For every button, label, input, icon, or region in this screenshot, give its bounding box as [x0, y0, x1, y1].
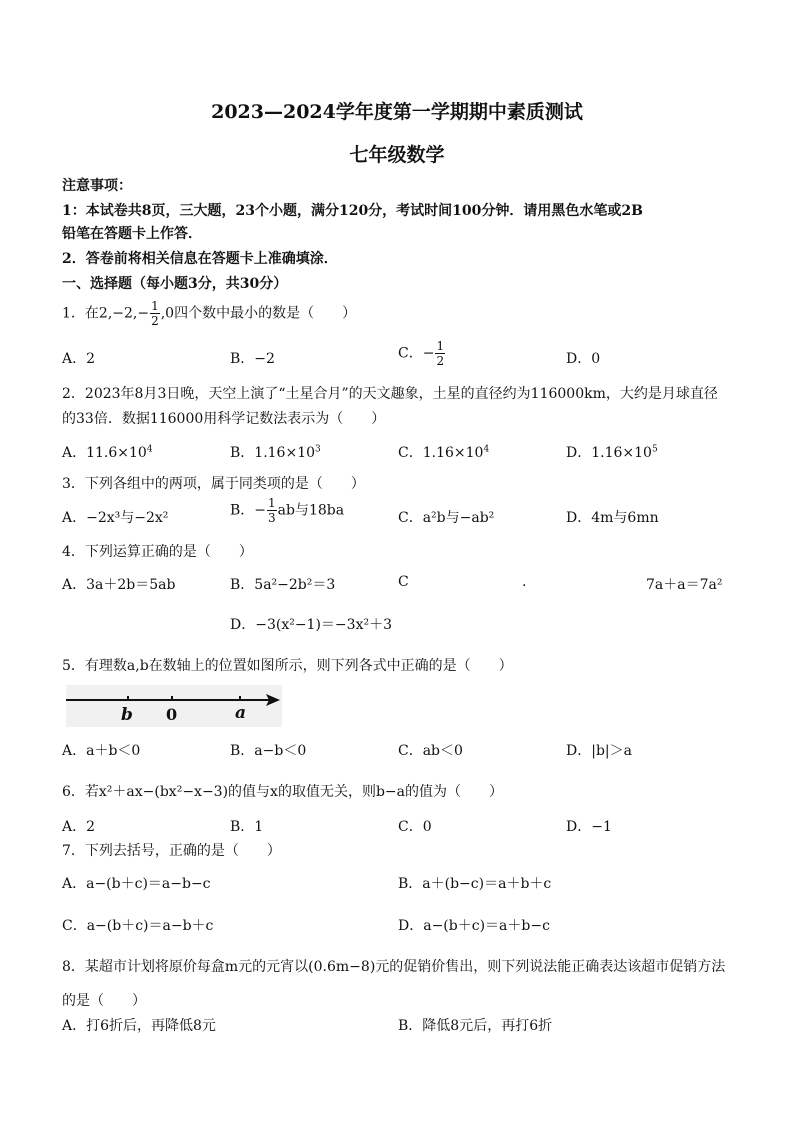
exam-subtitle: 七年级数学	[349, 144, 445, 166]
q3-option-b: B．− $\frac{1}{3}$ ab与18ba	[230, 496, 345, 525]
q8-option-b: B．降低8元后，再打6折	[398, 1018, 553, 1034]
q4-option-b: B．5a²−2b²＝3	[230, 577, 336, 593]
q7-option-c: C．a−(b＋c)＝a−b＋c	[62, 918, 214, 934]
q6-option-d: D．−1	[566, 819, 612, 835]
q3-option-d: D．4m与6mn	[566, 510, 659, 526]
question-8-line-2: 的是（ ）	[62, 993, 146, 1009]
q1-option-b: B．−2	[230, 351, 275, 367]
notice-line-1: 1：本试卷共8页，三大题，23个小题，满分120分，考试时间100分钟．请用黑色水笔或2B	[62, 203, 643, 219]
q4-option-c-letter: C	[398, 574, 409, 590]
q2-option-a: A．$11.6\times 10^4$	[62, 444, 153, 461]
q6-option-b: B．1	[230, 819, 264, 835]
question-2-line-1: 2．2023年8月3日晚，天空上演了“土星合月”的天文趣象，土星的直径约为116000km，大约是月球直径	[62, 386, 718, 402]
question-1-stem: 1．在2,−2,− $\frac{1}{2}$ ,0四个数中最小的数是（ ）	[62, 299, 357, 328]
question-6-stem: 6．若x²＋ax−(bx²−x−3)的值与x的取值无关，则b−a的值为（ ）	[62, 784, 503, 800]
number-line-figure	[66, 685, 282, 727]
axis-label-a: a	[235, 703, 247, 723]
question-4-stem: 4．下列运算正确的是（ ）	[62, 544, 253, 560]
q7-option-b: B．a＋(b−c)＝a＋b＋c	[398, 876, 552, 892]
q4-option-d: D．−3(x²−1)＝−3x²＋3	[230, 617, 392, 633]
q4-option-c-expr: 7a＋a＝7a²	[646, 577, 723, 593]
q7-option-d: D．a−(b＋c)＝a＋b−c	[398, 918, 550, 934]
q6-option-a: A．2	[62, 819, 96, 835]
q1-option-c: C．− $\frac{1}{2}$	[398, 339, 445, 368]
axis-label-0: 0	[166, 705, 178, 724]
exam-title: 2023—2024学年度第一学期期中素质测试	[211, 101, 583, 123]
q3-option-a: A．−2x³与−2x²	[62, 510, 169, 526]
question-7-stem: 7．下列去括号，正确的是（ ）	[62, 843, 281, 859]
fraction: $\frac{1}{2}$	[151, 299, 159, 328]
q4-option-a: A．3a＋2b＝5ab	[62, 577, 176, 593]
q2-option-c: C．$1.16\times 10^4$	[398, 444, 490, 461]
q3-option-c: C．a²b与−ab²	[398, 510, 495, 526]
question-8-line-1: 8．某超市计划将原价每盒m元的元宵以(0.6m−8)元的促销价售出，则下列说法能正确表达该超市促销方法	[62, 959, 726, 975]
notice-line-2: 2．答卷前将相关信息在答题卡上准确填涂．	[62, 251, 338, 267]
q1-option-a: A．2	[62, 351, 96, 367]
q7-option-a: A．a−(b＋c)＝a−b−c	[62, 876, 211, 892]
q6-option-c: C．0	[398, 819, 432, 835]
q5-option-b: B．a−b＜0	[230, 743, 307, 759]
q2-option-b: B．$1.16\times 10^3$	[230, 444, 321, 461]
q5-option-d: D．|b|＞a	[566, 743, 632, 759]
notice-heading: 注意事项：	[62, 178, 132, 194]
q1-option-d: D．0	[566, 351, 601, 367]
question-5-stem: 5．有理数a,b在数轴上的位置如图所示，则下列各式中正确的是（ ）	[62, 658, 513, 674]
notice-line-1b: 铅笔在答题卡上作答．	[62, 226, 202, 242]
q5-option-c: C．ab＜0	[398, 743, 463, 759]
q5-option-a: A．a＋b＜0	[62, 743, 141, 759]
q2-option-d: D．$1.16\times 10^5$	[566, 444, 658, 461]
q8-option-a: A．打6折后，再降低8元	[62, 1018, 216, 1034]
question-2-line-2: 的33倍．数据116000用科学记数法表示为（ ）	[62, 411, 386, 427]
q4-option-c-dot: .	[522, 574, 527, 590]
question-3-stem: 3．下列各组中的两项，属于同类项的是（ ）	[62, 476, 365, 492]
section-heading: 一、选择题（每小题3分，共30分）	[62, 276, 288, 292]
axis-label-b: b	[121, 705, 133, 725]
